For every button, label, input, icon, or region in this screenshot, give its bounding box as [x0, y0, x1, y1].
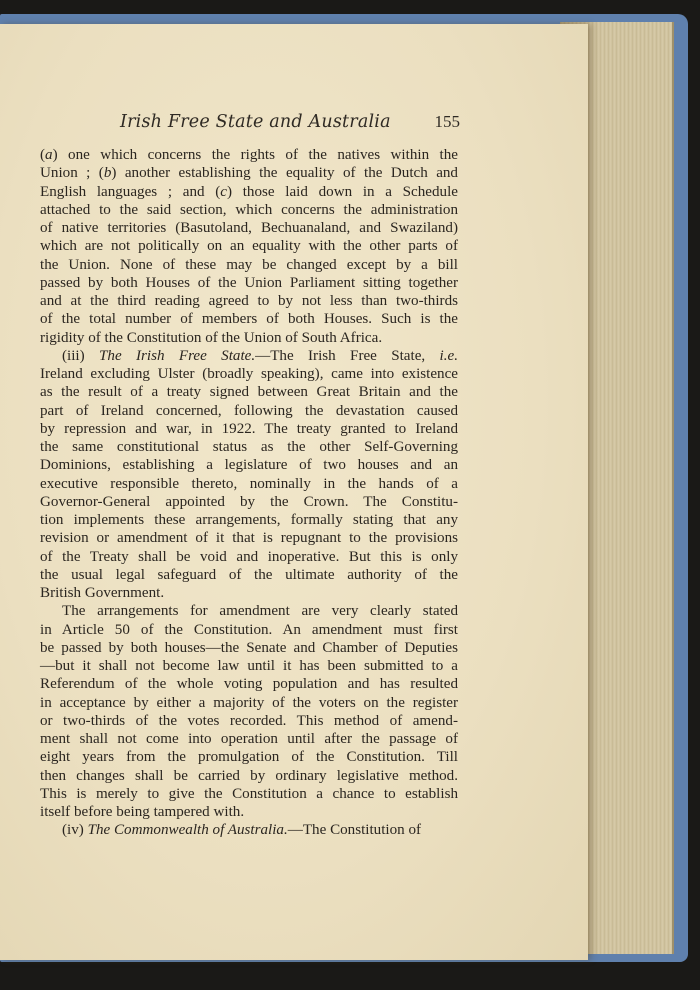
text-line: revision or amendment of it that is repugnant to the provisions [40, 530, 458, 547]
text-line: which are not politically on an equality with the other parts of [40, 238, 458, 255]
section-title-commonwealth-australia: The Commonwealth of Australia. [87, 822, 288, 839]
text-line: in Article 50 of the Constitution. An amendment must first [40, 621, 458, 638]
text-line: the same constitutional status as the other Self-Governing [40, 439, 458, 455]
text-line: eight years from the promulgation of the Constitution. Till [40, 749, 458, 766]
text-line [40, 183, 458, 201]
text-line: Governor-General appointed by the Crown. The Constitu- [40, 493, 458, 510]
text-line: Dominions, establishing a legislature of two houses and an [40, 457, 458, 474]
running-head [0, 112, 588, 138]
paragraph-first-line: The arrangements for amendment are very clearly stated [62, 603, 458, 620]
section-label: (iii) [62, 347, 99, 364]
text-line: be passed by both houses—the Senate and Chamber of Deputies [40, 639, 458, 656]
text-line: the usual legal safeguard of the ultimate authority of the [40, 566, 458, 583]
text-fragment: Union ; ( [40, 165, 104, 182]
text-fragment: ) those laid down in a Schedule [226, 183, 458, 200]
text-line: ment shall not come into operation until after the passage of [40, 731, 458, 747]
text-line: as the result of a treaty signed between Great Britain and the [40, 384, 458, 401]
text-line: itself before being tampered with. [40, 804, 245, 820]
text-fragment: —The Irish Free State, [255, 347, 440, 364]
text-line: attached to the said section, which concerns the administration [40, 201, 458, 218]
text-line: of native territories (Basutoland, Bechuanaland, and Swaziland) [40, 220, 458, 236]
italic-letter-b: b [103, 165, 112, 182]
text-line: of the Treaty shall be void and inoperative. But this is only [40, 548, 458, 565]
book-page [0, 24, 588, 960]
text-line: (a) one which concerns the rights of the natives within the [40, 147, 458, 163]
text-line [40, 164, 458, 182]
body-text [40, 146, 458, 840]
text-line: British Government. [40, 585, 165, 601]
italic-letter-a: a [45, 147, 53, 163]
text-line: passed by both Houses of the Union Parliament sitting together [40, 274, 458, 291]
section-heading-line [40, 347, 458, 365]
italic-letter-c: c [220, 183, 227, 200]
text-line: part of Ireland concerned, following the devastation caused [40, 402, 458, 419]
section-title-irish-free-state: The Irish Free State. [99, 347, 256, 364]
italic-abbreviation: i.e. [439, 347, 458, 364]
running-title: Irish Free State and Australia [120, 112, 391, 132]
text-line: of the total number of members of both Houses. Such is the [40, 311, 458, 328]
text-fragment: one which concerns the rights of the natives within the [57, 147, 458, 163]
text-line: then changes shall be carried by ordinary legislative method. [40, 767, 458, 784]
text-line: Ireland excluding Ulster (broadly speaking), came into existence [40, 366, 458, 382]
section-heading-line [40, 821, 458, 839]
text-line: rigidity of the Constitution of the Union of South Africa. [40, 329, 383, 346]
text-line: and at the third reading agreed to by not less than two-thirds [40, 293, 458, 309]
text-line: or two-thirds of the votes recorded. This method of amend- [40, 712, 458, 729]
text-line: Referendum of the whole voting population and has resulted [40, 676, 458, 693]
text-line: tion implements these arrangements, formally stating that any [40, 512, 458, 528]
text-fragment: ) another establishing the equality of the Dutch and [111, 165, 458, 182]
page-number: 155 [434, 112, 460, 131]
text-line: by repression and war, in 1922. The treaty granted to Ireland [40, 420, 458, 437]
section-label: (iv) [62, 822, 88, 839]
text-line: in acceptance by either a majority of the voters on the register [40, 694, 458, 711]
text-line: executive responsible thereto, nominally in the hands of a [40, 475, 458, 492]
text-line: the Union. None of these may be changed except by a bill [40, 256, 458, 273]
text-line: This is merely to give the Constitution a chance to establish [40, 785, 458, 802]
text-fragment: English languages ; and ( [40, 183, 221, 200]
text-line: —but it shall not become law until it has been submitted to a [40, 658, 458, 674]
text-fragment: —The Constitution of [287, 822, 422, 839]
